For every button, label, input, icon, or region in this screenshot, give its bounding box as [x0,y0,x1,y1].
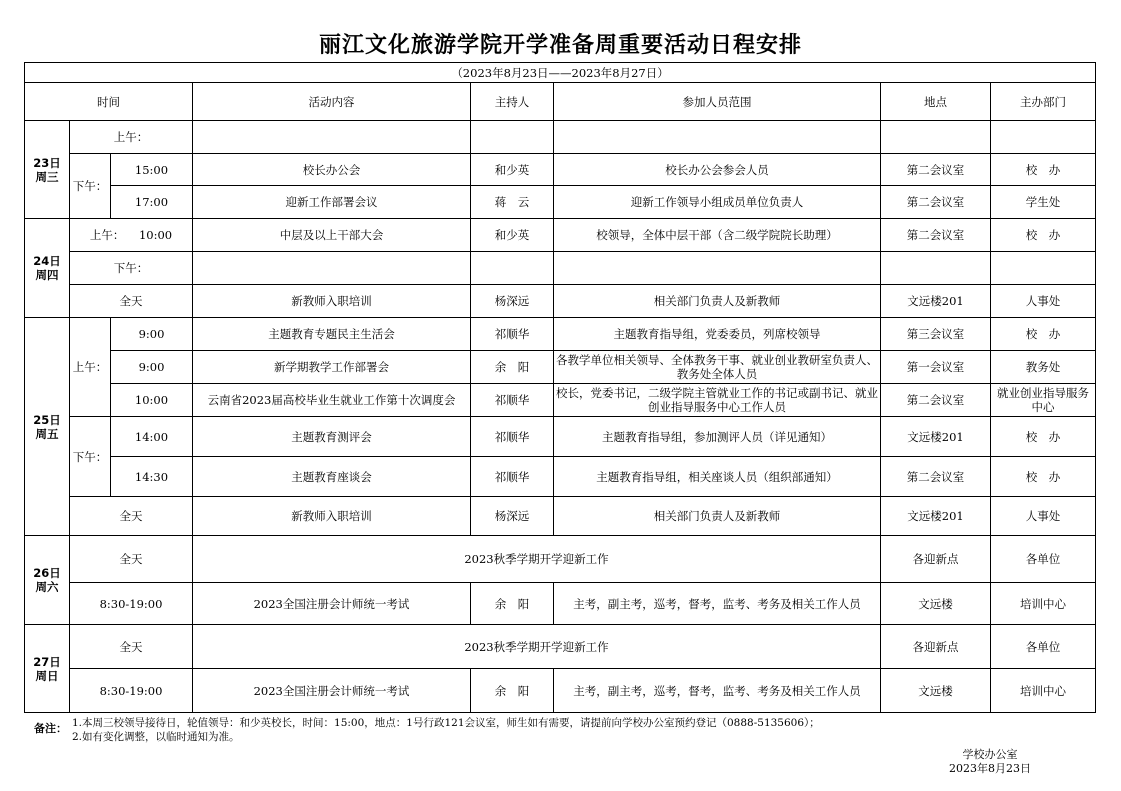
location-cell: 第二会议室 [881,154,991,186]
time-cell: 10:00 [111,384,193,417]
table-row [25,583,1096,625]
content-cell: 云南省2023届高校毕业生就业工作第十次调度会 [193,384,471,417]
time-cell: 17:00 [111,186,193,219]
allday-label: 全天 [70,625,193,669]
note-line-2: 2.如有变化调整，以临时通知为准。 [72,731,240,743]
host-cell: 余 阳 [471,669,554,713]
location-cell: 各迎新点 [881,625,991,669]
table-row [25,536,1096,583]
location-cell: 第二会议室 [881,219,991,252]
day-26: 26日 周六 [25,536,70,625]
location-cell: 文远楼201 [881,497,991,536]
am-label: 上午： [70,121,193,154]
participants-cell: 主题教育指导组，相关座谈人员（组织部通知） [554,457,881,497]
content-cell: 主题教育座谈会 [193,457,471,497]
participants-cell: 主题教育指导组，参加测评人员（详见通知） [554,417,881,457]
signature-date: 2023年8月23日 [949,762,1031,775]
header-host: 主持人 [471,83,554,121]
day-27: 27日 周日 [25,625,70,713]
time-cell: 15:00 [111,154,193,186]
schedule-table [24,62,1096,713]
location-cell: 各迎新点 [881,536,991,583]
participants-cell: 校长，党委书记，二级学院主管就业工作的书记或副书记、就业创业指导服务中心工作人员 [554,384,881,417]
allday-label: 全天 [70,285,193,318]
pm-label: 下午： [70,252,193,285]
location-cell: 文远楼201 [881,417,991,457]
allday-label: 全天 [70,536,193,583]
notes-label: 备注： [34,722,67,735]
dept-cell: 校 办 [991,457,1096,497]
header-dept: 主办部门 [991,83,1096,121]
content-cell: 主题教育测评会 [193,417,471,457]
time-cell: 9:00 [111,318,193,351]
content-cell: 主题教育专题民主生活会 [193,318,471,351]
participants-cell: 主考，副主考，巡考，督考，监考、考务及相关工作人员 [554,583,881,625]
host-cell: 祁顺华 [471,318,554,351]
content-cell: 2023全国注册会计师统一考试 [193,669,471,713]
dept-cell: 校 办 [991,417,1096,457]
table-row [25,625,1096,669]
pm-label: 下午： [70,154,111,219]
header-time: 时间 [25,83,193,121]
dept-cell: 校 办 [991,154,1096,186]
dept-cell: 培训中心 [991,669,1096,713]
dept-cell: 学生处 [991,186,1096,219]
dept-cell: 校 办 [991,219,1096,252]
notes-lines [72,716,820,744]
table-row [25,318,1096,351]
host-cell: 杨深远 [471,497,554,536]
table-row [25,417,1096,457]
date-range: （2023年8月23日——2023年8月27日） [25,63,1096,83]
time-cell: 9:00 [111,351,193,384]
host-cell: 杨深远 [471,285,554,318]
day-24: 24日 周四 [25,219,70,318]
table-row [25,219,1096,252]
host-cell: 和少英 [471,219,554,252]
dept-cell: 各单位 [991,536,1096,583]
dept-cell: 培训中心 [991,583,1096,625]
page-title: 丽江文化旅游学院开学准备周重要活动日程安排 [318,33,802,58]
participants-cell: 迎新工作领导小组成员单位负责人 [554,186,881,219]
host-cell: 余 阳 [471,351,554,384]
host-cell: 祁顺华 [471,384,554,417]
header-content: 活动内容 [193,83,471,121]
content-cell: 新教师入职培训 [193,497,471,536]
host-cell: 和少英 [471,154,554,186]
dept-cell: 人事处 [991,285,1096,318]
participants-cell: 主题教育指导组，党委委员，列席校领导 [554,318,881,351]
dept-cell: 校 办 [991,318,1096,351]
location-cell: 第二会议室 [881,186,991,219]
content-cell: 迎新工作部署会议 [193,186,471,219]
content-cell: 2023全国注册会计师统一考试 [193,583,471,625]
table-row [25,252,1096,285]
participants-cell: 各教学单位相关领导、全体教务干事、就业创业教研室负责人、教务处全体人员 [554,351,881,384]
time-cell: 8:30-19:00 [70,669,193,713]
day-25: 25日 周五 [25,318,70,536]
header-location: 地点 [881,83,991,121]
location-cell: 第三会议室 [881,318,991,351]
content-cell: 中层及以上干部大会 [193,219,471,252]
content-cell: 2023秋季学期开学迎新工作 [193,536,881,583]
allday-label: 全天 [70,497,193,536]
am-label: 上午： [70,318,111,417]
location-cell: 第二会议室 [881,384,991,417]
time-cell: 14:30 [111,457,193,497]
signature-office: 学校办公室 [962,748,1018,761]
time-cell: 14:00 [111,417,193,457]
signature-block [920,748,1060,776]
table-row [25,186,1096,219]
participants-cell: 校长办公会参会人员 [554,154,881,186]
participants-cell: 相关部门负责人及新教师 [554,497,881,536]
table-row [25,497,1096,536]
table-row [25,384,1096,417]
table-row [25,285,1096,318]
content-cell: 新学期教学工作部署会 [193,351,471,384]
table-row [25,457,1096,497]
dept-cell: 人事处 [991,497,1096,536]
host-cell: 余 阳 [471,583,554,625]
table-row [25,669,1096,713]
host-cell: 蒋 云 [471,186,554,219]
location-cell: 第一会议室 [881,351,991,384]
note-line-1: 1.本周三校领导接待日，轮值领导：和少英校长，时间：15:00，地点：1号行政121会议室，师生如有需要，请提前向学校办公室预约登记（0888-5135606）； [72,717,820,729]
table-row [25,154,1096,186]
dept-cell: 各单位 [991,625,1096,669]
table-row [25,121,1096,154]
participants-cell: 主考，副主考，巡考，督考，监考、考务及相关工作人员 [554,669,881,713]
time-cell: 8:30-19:00 [70,583,193,625]
host-cell: 祁顺华 [471,457,554,497]
header-participants: 参加人员范围 [554,83,881,121]
pm-label: 下午： [70,417,111,497]
content-cell: 校长办公会 [193,154,471,186]
dept-cell: 就业创业指导服务中心 [991,384,1096,417]
participants-cell: 校领导，全体中层干部（含二级学院院长助理） [554,219,881,252]
location-cell: 文远楼201 [881,285,991,318]
content-cell: 2023秋季学期开学迎新工作 [193,625,881,669]
host-cell: 祁顺华 [471,417,554,457]
participants-cell: 相关部门负责人及新教师 [554,285,881,318]
table-row [25,351,1096,384]
location-cell: 第二会议室 [881,457,991,497]
day-23: 23日 周三 [25,121,70,219]
location-cell: 文远楼 [881,583,991,625]
location-cell: 文远楼 [881,669,991,713]
content-cell: 新教师入职培训 [193,285,471,318]
dept-cell: 教务处 [991,351,1096,384]
am-time-cell: 上午： 10:00 [70,219,193,252]
